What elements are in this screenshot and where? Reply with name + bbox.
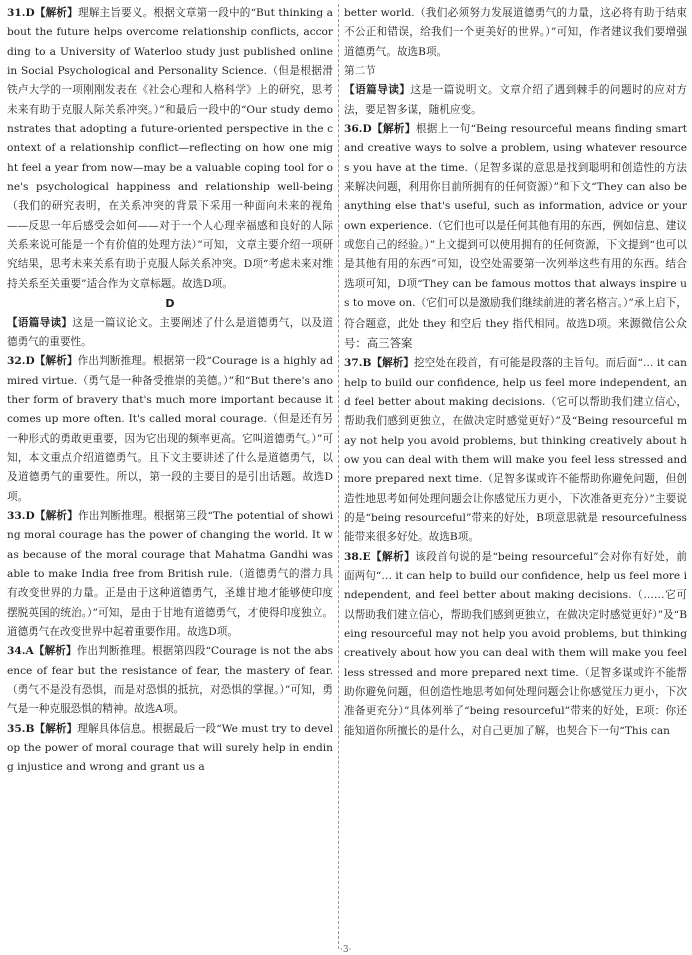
analysis-text: 作出判断推理。根据第三段“The potential of showing moral courage has the power of changing the world. It was because of the moral courage that Mahatma Gandhi was able to make India free from British rule.（道德勇气的潜力具有改变世界的力量。正是由于这种道德勇气，圣雄甘地才能够使印度摆脱英国的统治。）”可知，是由于甘地有道德勇气，才使得印度独立。道德勇气在改变世界中起着重要作用。故选D项。	[7, 509, 333, 638]
passage-d-guide	[7, 314, 333, 353]
analysis-text: 作出判断推理。根据第一段“Courage is a highly admired virtue.（勇气是一种备受推崇的美德。）”和“But there's another form of bravery that's much more important because it comes up more often. It's called moral courage.（但是还有另一种形式的勇敢更重要，因为它出现的频率更高。它叫道德勇气。）”可知，本文重点介绍道德勇气。且下文主要讲述了什么是道德勇气，以及道德勇气的重要性。所以，第一段的主要目的是引出话题。故选D项。	[7, 355, 333, 503]
answer-letter: B	[362, 357, 372, 370]
answer-letter: D	[25, 509, 35, 522]
answer-letter: D	[25, 355, 35, 368]
answer-item-36	[344, 120, 687, 354]
item-number: 35.	[7, 722, 26, 735]
analysis-text: 作出判断推理。根据第四段“Courage is not the absence of fear but the resistance of fear, the mastery of fear.（勇气不是没有恐惧，而是对恐惧的抵抗，对恐惧的掌握。）”可知，勇气是一种克服恐惧的精神。故选A项。	[7, 645, 334, 716]
item-number: 34.	[7, 645, 26, 658]
analysis-text: 理解具体信息。根据最后一段“We must try to develop the power of moral courage that will surely help in ending injustice and wrong and grant us a	[7, 722, 334, 774]
analysis-tag: 【解析】	[34, 509, 78, 522]
answer-item-37	[344, 354, 687, 547]
analysis-tag: 【解析】	[34, 722, 78, 735]
item-number: 33.	[7, 509, 26, 522]
answer-item-33	[7, 507, 333, 642]
item-number: 31.	[7, 7, 26, 19]
answer-letter: D	[362, 123, 372, 136]
item-number: 32.	[7, 355, 26, 368]
page-number: ·3·	[340, 945, 352, 955]
answer-item-32	[7, 352, 333, 507]
analysis-tag: 【解析】	[371, 123, 416, 136]
answer-item-31	[7, 4, 333, 294]
analysis-tag: 【解析】	[371, 357, 415, 370]
item-number: 38.	[344, 550, 363, 563]
analysis-tag: 【解析】	[33, 645, 77, 658]
column-divider	[338, 4, 339, 949]
answer-item-38	[344, 548, 687, 741]
analysis-text: 挖空处在段首，有可能是段落的主旨句。而后面“… it can help to build our confidence, help us feel more independent, and feel better about making decisions.（它可以帮助我们建立信心，帮助我们感到更独立，在做决定时感觉更好）”及“Being resourceful may not help you avoid problems, but thinking creatively about how you can deal with them will make you feel less stressed and more prepared next time.（足智多谋或许不能帮助你避免问题，但创造性地思考如何处理问题会让你感觉压力更小，下次准备更充分）”主要说的是“being resourceful”带来的好处，B项意思就是 resourcefulness 能带来很多好处。故选B项。	[344, 357, 687, 544]
guide-text: 这是一篇议论文。主要阐述了什么是道德勇气，以及道德勇气的重要性。	[7, 316, 334, 348]
guide-text: 这是一篇说明文。文章介绍了遇到棘手的问题时的应对方法，要足智多谋，随机应变。	[344, 84, 688, 116]
guide-tag: 【语篇导读】	[344, 84, 411, 97]
analysis-text: 该段首句说的是“being resourceful”会对你有好处，前面两句“… it can help to build our confidence, help us feel more independent, and feel better about making decisions.（……它可以帮助我们建立信心，帮助我们感到更独立，在做决定时感觉更好）”及“Being resourceful may not help you avoid problems, but thinking creatively about how you can deal with them will make you feel less stressed and more prepared next time.（足智多谋或许不能帮助你避免问题，但创造性地思考如何处理问题会让你感觉压力更小，下次准备更充分）”具体列举了“being resourceful”带来的好处，E项：你还能知道你所擅长的是什么，对自己更加了解，也契合下一句“This can	[344, 550, 687, 737]
answer-letter: A	[25, 645, 34, 658]
item-number: 36.	[344, 123, 363, 136]
answer-letter: D	[25, 7, 35, 19]
analysis-text: 根据上一句“Being resourceful means finding smart and creative ways to solve a problem, using whatever resources you have at the time.（足智多谋的意思是找到聪明和创造性的方法来解决问题，利用你目前所拥有的任何资源）”和下文“They can also be anything else that's useful, such as information, advice or your own experience.（它们也可以是任何其他有用的东西，例如信息、建议或您自己的经验。）”上文提到可以使用拥有的任何资源，下文提到“也可以是其他有用的东西”可知，设空处需要第一次列举这些有用的东西。结合选项可知，D项“They can be famous mottos that always inspire us to move on.（它们可以是激励我们继续前进的著名格言。）”承上启下，符合题意，此处 they 和空后 they 指代相同。故选D项。	[344, 123, 687, 330]
section-two-heading: 第二节	[344, 65, 376, 78]
answer-letter: E	[362, 550, 371, 563]
analysis-tag: 【解析】	[370, 550, 416, 563]
passage-d-heading: D	[165, 297, 175, 311]
answer-item-34	[7, 642, 333, 719]
section-two-guide	[344, 81, 687, 120]
analysis-text: 理解主旨要义。根据文章第一段中的“But thinking about the future helps overcome relationship conflicts, according to a University of Waterloo study just published online in Social Psychological and Personality Science.（但是根据滑铁卢大学的一项刚刚发表在《社会心理和人格科学》上的研究，思考未来有助于克服人际关系冲突。）”和最后一段中的“Our study demonstrates that adopting a future-oriented perspective in the context of a relationship conflict—reflecting on how one might feel a year from now—may be a valuable coping tool for one's psychological happiness and relationship well-being（我们的研究表明，在关系冲突的背景下采用一种面向未来的视角——反思一年后感受会如何——对于一个人心理幸福感和良好的人际关系来说可能是一个有价值的处理方法）”可知，文章主要介绍一项研究结果，思考未来关系有助于克服人际关系冲突。D项“考虑未来对维持关系至关重要”适合作为文章标题。故选D项。	[7, 7, 333, 290]
item-number: 37.	[344, 357, 363, 370]
analysis-tag: 【解析】	[34, 355, 78, 368]
left-column	[7, 4, 333, 778]
guide-tag: 【语篇导读】	[7, 316, 73, 329]
right-column	[344, 4, 687, 741]
analysis-tag: 【解析】	[34, 7, 78, 19]
source-note: 来源微信公众号：高三答案	[344, 315, 687, 350]
analysis-text: better world.（我们必须努力发展道德勇气的力量，这必将有助于结束不公正和错误，给我们一个更美好的世界。）”可知，作者建议我们要增强道德勇气。故选B项。	[344, 7, 687, 58]
answer-item-35-continued	[344, 4, 687, 62]
answer-letter: B	[25, 722, 35, 735]
answer-item-35	[7, 720, 333, 778]
